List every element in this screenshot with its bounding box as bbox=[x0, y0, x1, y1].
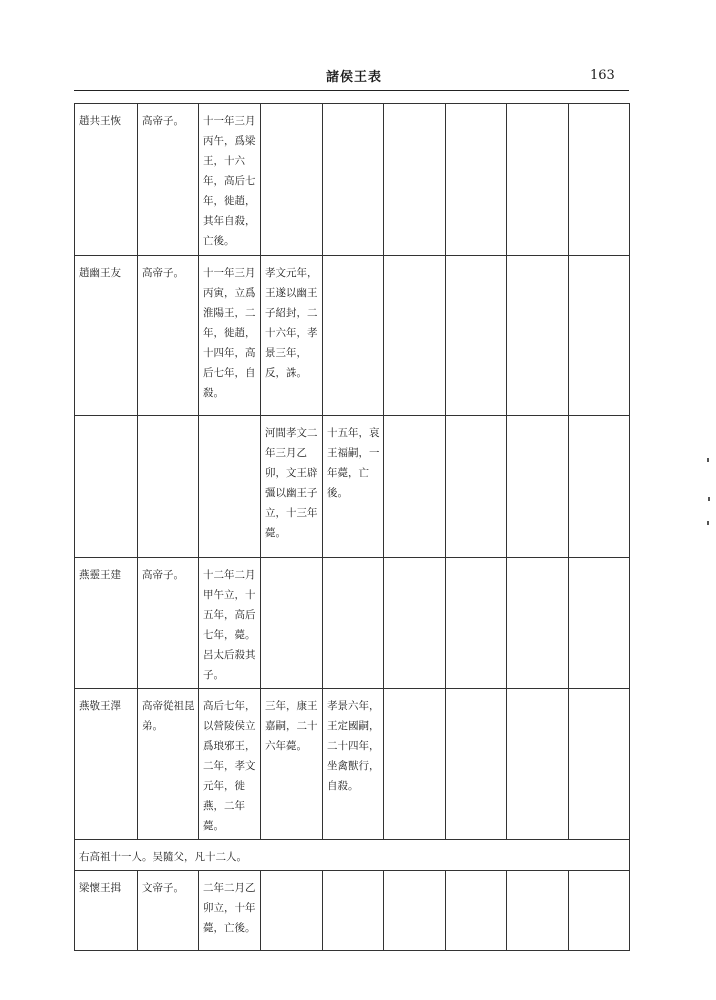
header-rule bbox=[74, 90, 629, 91]
king-name-cell: 梁懷王揖 bbox=[75, 871, 138, 951]
scan-speck bbox=[707, 521, 709, 525]
succession-cell: 十五年，哀王福嗣，一年薨，亡後。 bbox=[323, 416, 384, 558]
reign-cell bbox=[199, 416, 261, 558]
kings-table bbox=[74, 103, 630, 951]
king-name-cell: 趙共王恢 bbox=[75, 104, 138, 256]
relation-cell: 高帝子。 bbox=[138, 558, 199, 689]
table-cell bbox=[507, 689, 569, 840]
relation-cell: 高帝子。 bbox=[138, 104, 199, 256]
table-cell bbox=[507, 104, 569, 256]
table-row bbox=[75, 104, 630, 256]
summary-note: 右高祖十一人。吴隨父，凡十二人。 bbox=[75, 840, 630, 871]
table-cell bbox=[323, 104, 384, 256]
table-cell bbox=[446, 871, 507, 951]
table-cell bbox=[261, 104, 323, 256]
table-cell bbox=[446, 558, 507, 689]
table-cell bbox=[384, 871, 446, 951]
succession-cell: 孝景六年，王定國嗣，二十四年，坐禽獸行，自殺。 bbox=[323, 689, 384, 840]
table-cell bbox=[507, 416, 569, 558]
table-cell bbox=[261, 558, 323, 689]
table-cell bbox=[384, 558, 446, 689]
table-cell bbox=[323, 256, 384, 416]
table-row bbox=[75, 256, 630, 416]
king-name-cell: 趙幽王友 bbox=[75, 256, 138, 416]
relation-cell bbox=[138, 416, 199, 558]
reign-cell: 十二年二月甲午立，十五年，高后七年，薨。呂太后殺其子。 bbox=[199, 558, 261, 689]
summary-row bbox=[75, 840, 630, 871]
reign-cell: 十一年三月丙午，爲梁王，十六年，高后七年，徙趙，其年自殺，亡後。 bbox=[199, 104, 261, 256]
king-name-cell: 燕靈王建 bbox=[75, 558, 138, 689]
table-cell bbox=[446, 416, 507, 558]
reign-cell: 二年二月乙卯立，十年薨，亡後。 bbox=[199, 871, 261, 951]
table-cell bbox=[569, 689, 630, 840]
reign-cell: 十一年三月丙寅，立爲淮陽王，二年，徙趙，十四年，高后七年，自殺。 bbox=[199, 256, 261, 416]
table-cell bbox=[507, 558, 569, 689]
reign-cell: 高后七年，以營陵侯立爲琅邪王，二年，孝文元年，徙燕，二年薨。 bbox=[199, 689, 261, 840]
table-cell bbox=[323, 558, 384, 689]
relation-cell: 高帝子。 bbox=[138, 256, 199, 416]
table-row bbox=[75, 689, 630, 840]
relation-cell: 高帝從祖昆弟。 bbox=[138, 689, 199, 840]
page-header-title: 諸侯王表 bbox=[326, 70, 383, 85]
table-cell bbox=[261, 871, 323, 951]
table-cell bbox=[384, 256, 446, 416]
table-row bbox=[75, 871, 630, 951]
scan-speck bbox=[708, 497, 710, 501]
relation-cell: 文帝子。 bbox=[138, 871, 199, 951]
table-cell bbox=[446, 256, 507, 416]
table-cell bbox=[384, 416, 446, 558]
king-name-cell bbox=[75, 416, 138, 558]
table-cell bbox=[446, 104, 507, 256]
table-cell bbox=[507, 256, 569, 416]
table-cell bbox=[569, 104, 630, 256]
table-cell bbox=[569, 871, 630, 951]
table-cell bbox=[446, 689, 507, 840]
table-cell bbox=[384, 104, 446, 256]
king-name-cell: 燕敬王澤 bbox=[75, 689, 138, 840]
table-cell bbox=[569, 256, 630, 416]
table-cell bbox=[323, 871, 384, 951]
succession-cell: 河間孝文二年三月乙卯，文王辟彊以幽王子立，十三年薨。 bbox=[261, 416, 323, 558]
table-cell bbox=[384, 689, 446, 840]
table-row bbox=[75, 558, 630, 689]
table-cell bbox=[569, 416, 630, 558]
succession-cell: 孝文元年，王遂以幽王子紹封，二十六年，孝景三年，反，誅。 bbox=[261, 256, 323, 416]
table-row bbox=[75, 416, 630, 558]
table-cell bbox=[569, 558, 630, 689]
page-number: 163 bbox=[590, 68, 615, 83]
table-cell bbox=[507, 871, 569, 951]
succession-cell: 三年，康王嘉嗣，二十六年薨。 bbox=[261, 689, 323, 840]
scan-speck bbox=[707, 458, 709, 462]
